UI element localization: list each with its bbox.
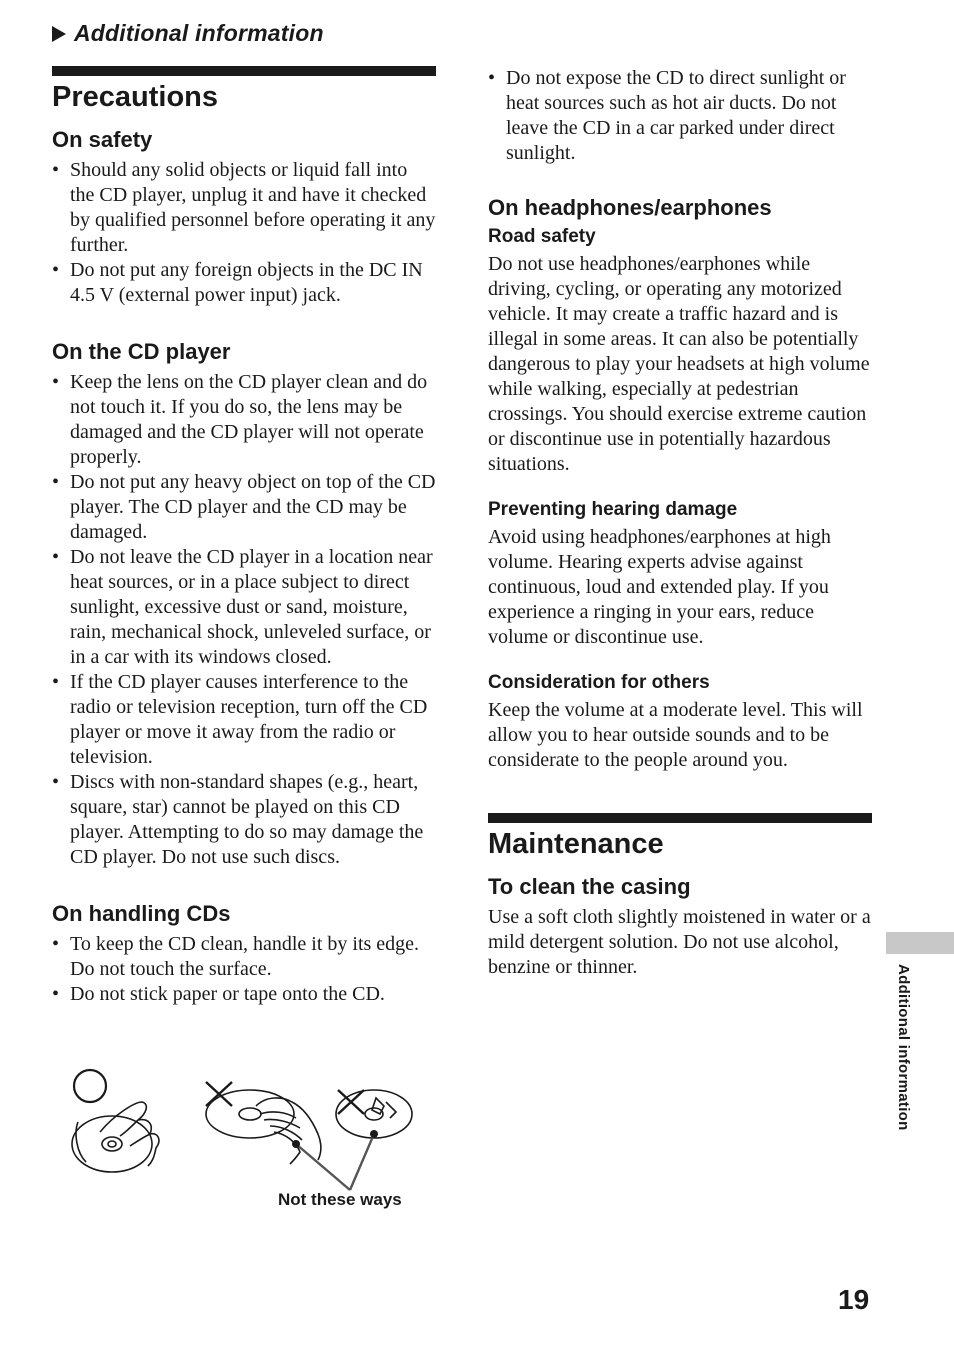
on-cd-player-heading: On the CD player bbox=[52, 339, 231, 364]
on-handling-cds-list bbox=[52, 932, 436, 1007]
maintenance-rule bbox=[488, 813, 872, 823]
list-item: • Do not stick paper or tape onto the CD. bbox=[52, 982, 436, 1007]
clean-casing-text: Use a soft cloth slightly moistened in water or a mild detergent solution. Do not use alcohol, benzine or thinner. bbox=[488, 906, 871, 978]
right-column bbox=[488, 66, 872, 980]
consideration-heading: Consideration for others bbox=[488, 672, 710, 693]
list-item: • Do not put any foreign objects in the DC IN 4.5 V (external power input) jack. bbox=[52, 258, 436, 308]
correct-circle-icon bbox=[74, 1070, 106, 1102]
list-item: • Discs with non-standard shapes (e.g., heart, square, star) cannot be played on this CD player. Attempting to do so may damage the CD player. Do not use such discs. bbox=[52, 770, 436, 870]
triangle-right-icon bbox=[52, 26, 66, 42]
section-header-title: Additional information bbox=[74, 20, 324, 46]
list-item: • Keep the lens on the CD player clean and do not touch it. If you do so, the lens may be damaged and the CD player will not operate properly. bbox=[52, 370, 436, 470]
side-label: Additional information bbox=[895, 964, 912, 1131]
left-column bbox=[52, 66, 436, 1007]
on-handling-cds-heading: On handling CDs bbox=[52, 901, 231, 926]
section-header bbox=[52, 20, 324, 47]
cd-continued-list bbox=[488, 66, 872, 166]
list-item: • Do not leave the CD player in a location near heat sources, or in a place subject to direct sunlight, excessive dust or sand, moisture, rain, mechanical shock, unleveled surface, or in a car with its windows closed. bbox=[52, 545, 436, 670]
hearing-damage-heading: Preventing hearing damage bbox=[488, 499, 738, 520]
headphones-heading: On headphones/earphones bbox=[488, 195, 772, 220]
page-number: 19 bbox=[838, 1284, 870, 1315]
list-item: • If the CD player causes interference to the radio or television reception, turn off the CD player or move it away from the radio or television. bbox=[52, 670, 436, 770]
consideration-text: Keep the volume at a moderate level. This will allow you to hear outside sounds and to be considerate to the people around you. bbox=[488, 699, 863, 771]
precautions-title: Precautions bbox=[52, 81, 218, 113]
on-cd-player-list bbox=[52, 370, 436, 870]
list-item: • To keep the CD clean, handle it by its edge. Do not touch the surface. bbox=[52, 932, 436, 982]
illustration-caption: Not these ways bbox=[278, 1190, 402, 1209]
list-item: • Do not expose the CD to direct sunlight or heat sources such as hot air ducts. Do not leave the CD in a car parked under direct sunlight. bbox=[488, 66, 872, 166]
road-safety-heading: Road safety bbox=[488, 226, 596, 247]
side-tab-marker bbox=[886, 932, 954, 954]
list-item: • Do not put any heavy object on top of the CD player. The CD player and the CD may be damaged. bbox=[52, 470, 436, 545]
on-safety-list bbox=[52, 158, 436, 308]
precautions-rule bbox=[52, 66, 436, 76]
list-item: • Should any solid objects or liquid fall into the CD player, unplug it and have it checked by qualified personnel before operating it any further. bbox=[52, 158, 436, 258]
maintenance-title: Maintenance bbox=[488, 828, 664, 860]
hearing-damage-text: Avoid using headphones/earphones at high volume. Hearing experts advise against continuous, loud and extended play. If you experience a ringing in your ears, reduce volume or discontinue use. bbox=[488, 526, 831, 648]
road-safety-text: Do not use headphones/earphones while driving, cycling, or operating any motorized vehicle. It may create a traffic hazard and is illegal in some areas. It can also be potentially dangerous to play your headsets at high volume while walking, especially at pedestrian crossings. You should exercise extreme caution or discontinue use in potentially hazardous situations. bbox=[488, 253, 870, 475]
on-safety-heading: On safety bbox=[52, 127, 153, 152]
clean-casing-heading: To clean the casing bbox=[488, 874, 691, 899]
